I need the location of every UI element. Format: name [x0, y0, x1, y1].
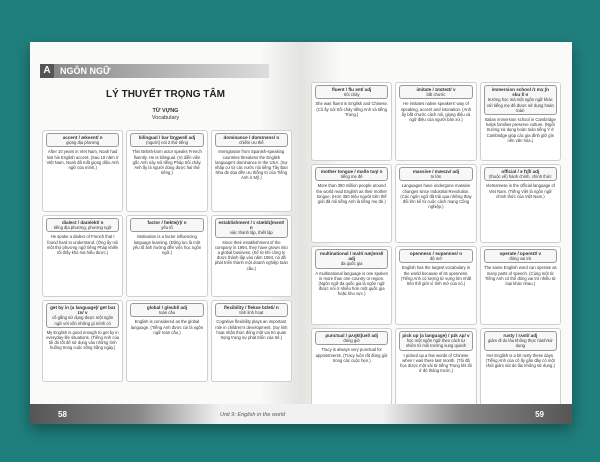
vocab-meaning: (người) nói 2 thứ tiếng — [146, 140, 188, 146]
vocab-example: He imitates native speakers' way of speaking, accent and intonation. (Anh ấy bắt chước cách nói, giọng điệu và ngữ điệu của người bản xứ.) — [400, 101, 472, 123]
vocab-example: I picked up a few words of Chinese when I was there last month. (Tôi đã học được một vài từ tiếng Trung khi tôi ở đó tháng trước.) — [400, 352, 472, 374]
section-header — [40, 64, 269, 78]
vocab-term-box — [46, 133, 119, 147]
vocab-card — [42, 300, 123, 382]
vocab-card — [395, 246, 476, 325]
vocab-example: Vietnamese is the official language of Viet Nam. (Tiếng Việt là ngôn ngữ chính thức của Việt Nam.) — [485, 183, 555, 199]
vocab-card — [311, 328, 392, 407]
vocab-meaning: trôi chảy — [343, 92, 360, 98]
vocab-meaning: giọng địa phương — [66, 140, 100, 146]
vocab-term-box — [484, 167, 557, 181]
vocab-term: establishment / ɪ stæblɪʃmənt/ n — [218, 220, 285, 231]
vocab-meaning: độ mở — [429, 256, 443, 262]
vocab-example: Motivation is a factor influencing language learning. (Động lực là một yếu tố ảnh hưởng đến việc học ngôn ngữ.) — [132, 234, 202, 256]
vocab-term: imitate / ɪmɪteɪt/ v — [416, 87, 456, 92]
vocab-meaning: đúng giờ — [343, 338, 360, 344]
vocab-term: accent / æksent/ n — [62, 135, 103, 140]
vocab-card — [126, 130, 207, 212]
section-title: NGÔN NGỮ — [54, 64, 269, 78]
vocab-term: immersion school /ɪ mɜːʃn skuːl/ n — [491, 87, 549, 98]
vocab-meaning: cố gắng sử dụng được một ngôn ngữ với vốn những gì mình có — [52, 315, 114, 326]
vocab-term: operate / ɒpəreɪt/ v — [499, 251, 542, 256]
vocab-term-box — [130, 133, 203, 147]
vocab-term-box — [484, 331, 557, 351]
vocab-heading-block — [30, 108, 301, 122]
vocab-card — [211, 215, 292, 297]
vocab-term-box — [399, 167, 472, 181]
vocab-example: More than 350 million people around the world read English as their mother tongue. (Hơn 350 triệu người trên thế giới đã nói tiếng Anh là tiếng mẹ đẻ.) — [316, 183, 387, 205]
vocab-term: flexibility / fleksə bɪləti/ n — [223, 305, 279, 310]
vocab-example: This British-born actor speaks French fluently. He is bilingual. (Vị diễn viên gốc Anh này nói tiếng Pháp trôi chảy. Anh ấy là người dùng được hai thứ tiếng.) — [132, 149, 202, 176]
vocab-meaning: bắt chước — [426, 92, 446, 98]
vocab-card — [395, 82, 476, 161]
vocab-subheading: Vocabulary — [151, 115, 180, 121]
vocab-term-box — [484, 249, 557, 263]
vocab-term: official / ə fɪʃl/ adj — [501, 169, 540, 174]
vocab-term: fluent / flu ənt/ adj — [332, 87, 372, 92]
vocab-example: Italian immersion school in Cambridge helps families preserve culture. (Ngôi trường sử dụng hoàn toàn tiếng Ý ở Cambridge giúp các gia đình giữ gìn nền văn hóa.) — [484, 117, 556, 143]
vocab-meaning: (thuộc về) hành chính, chính thức — [489, 174, 552, 180]
vocab-term: dialect / daɪəlekt/ n — [61, 220, 104, 225]
vocab-example: Cognitive flexibility plays an important role in children's development. (Sự linh hoạt nhận thức đóng một vai trò quan trọng trong sự phát triển của trẻ.) — [215, 319, 288, 341]
section-letter: A — [40, 64, 54, 78]
vocab-term: mother tongue / mʌðə tʌŋ/ n — [320, 169, 383, 174]
vocab-card — [311, 82, 392, 161]
vocab-term: openness / əʊpənnəs/ n — [409, 251, 463, 256]
vocab-term: massive / mæsɪv/ adj — [412, 169, 460, 174]
vocab-meaning: học một ngôn ngữ theo cách tự nhiên từ môi trường xung quanh — [405, 338, 467, 349]
vocab-example: Languages have undergone massive changes since Industrial Revolution. (Các ngôn ngữ đã trải qua những thay đổi lớn kể từ cuộc cách mạng Công nghiệp.) — [400, 183, 472, 210]
vocab-meaning: tiếng mẹ đẻ — [340, 174, 363, 180]
right-page — [301, 42, 572, 424]
vocab-card — [480, 246, 561, 325]
vocab-card — [211, 300, 292, 382]
vocab-example: After 10 years in Viet Nam, Noah had lost his English accent. (Sau 10 năm ở Việt Nam, Noah đã mất giọng điệu Anh ngữ của mình.) — [46, 149, 119, 171]
vocab-grid-right — [311, 82, 561, 407]
vocab-example: Tracy is always very punctual for appointments. (Tracy luôn rất đúng giờ trong các cuộc hẹn.) — [315, 347, 388, 363]
vocab-heading: TỪ VỰNG — [152, 108, 179, 114]
vocab-term-box — [315, 249, 388, 269]
left-page — [30, 42, 301, 424]
vocab-term-box — [399, 249, 472, 263]
unit-title: Unit 9: English in the world — [220, 412, 286, 418]
vocab-term-box — [130, 218, 203, 232]
vocab-example: English is considered as the global language. (Tiếng Anh được coi là ngôn ngữ toàn cầu.) — [130, 319, 204, 335]
vocab-example: He spoke a dialect of French that I found hard to understand. (Ông ấy nói một thứ phương ngữ tiếng Pháp khiến tôi thấy khó mà hiểu được.) — [46, 234, 119, 256]
vocab-term-box — [215, 218, 288, 238]
vocab-example: She was fluent in English and Chinese. (Cô ấy nói trôi chảy tiếng Anh và tiếng Trung.) — [315, 101, 388, 117]
page-footer — [301, 404, 572, 424]
vocab-term: rusty / rʌsti/ adj — [503, 333, 538, 338]
vocab-term-box — [215, 303, 288, 317]
vocab-term-box — [399, 331, 472, 351]
vocab-example: Her English is a bit rusty these days. (Tiếng Anh của cô ấy gần đây có một chút giảm sút do lâu không sử dụng.) — [485, 352, 555, 369]
page-number: 58 — [58, 410, 67, 419]
vocab-term: multinational / mʌlti næʃənəl/ adj — [320, 251, 384, 262]
vocab-term-box — [484, 85, 557, 115]
vocab-card — [480, 164, 561, 243]
vocab-meaning: chiếm ưu thế — [239, 140, 264, 146]
vocab-term-box — [315, 167, 388, 181]
vocab-example: The same English word can operate as many parts of speech. (Cùng một từ Tiếng Anh có thể đóng vai trò nhiều từ loại khác nhau.) — [484, 265, 557, 287]
vocab-meaning: tiếng địa phương, phương ngữ — [53, 225, 112, 231]
vocab-card — [126, 300, 207, 382]
vocab-meaning: việc thành lập, thiết lập — [229, 230, 273, 236]
vocab-meaning: đa quốc gia — [340, 261, 363, 267]
vocab-card — [42, 130, 123, 212]
vocab-term: punctual / pʌŋktʃuəl/ adj — [325, 333, 378, 338]
vocab-meaning: toàn cầu — [158, 310, 176, 316]
page-number: 59 — [535, 410, 544, 419]
vocab-example: My English is good enough to get by in everyday-life situations. (Tiếng Anh của tôi đủ tốt để sử dụng vào những tình huống trong cuộc sống hằng ngày.) — [46, 329, 120, 351]
vocab-meaning: tính linh hoạt — [239, 310, 264, 316]
vocab-card — [311, 164, 392, 243]
vocab-term: get by in (a language)/ get baɪ ɪn/ v — [50, 305, 116, 316]
open-book — [30, 42, 572, 424]
vocab-card — [395, 328, 476, 407]
vocab-term-box — [315, 85, 388, 99]
vocab-example: Since their establishment of the company in 1994, they have grown into a global business. (Kể từ khi công ty được thành lập vào năm 1994, nó đã phát triển thành một doanh nghiệp toàn cầu.) — [214, 239, 288, 271]
vocab-term: global / ɡləʊbl/ adj — [146, 305, 188, 310]
vocab-card — [311, 246, 392, 325]
vocab-term: bilingual / bar lɪŋgwəl/ adj — [138, 135, 196, 140]
vocab-meaning: to lớn — [430, 174, 442, 180]
vocab-meaning: đóng vai trò — [509, 256, 532, 262]
vocab-grid-left — [42, 130, 292, 382]
vocab-card — [211, 130, 292, 212]
vocab-meaning: yếu tố — [161, 225, 173, 231]
page-footer — [30, 404, 301, 424]
vocab-example: Immigration from Spanish-speaking countries threatens the English language's dominance in the USA. (Sự nhập cư từ các nước nói tiếng Tây Ban Nha đe dọa đến ưu thống trị của Tiếng Anh ở Mỹ.) — [214, 149, 288, 181]
vocab-card — [480, 82, 561, 161]
vocab-meaning: trường học mà một ngôn ngữ khác với tiếng mẹ đẻ được sử dụng hoàn toàn — [486, 97, 554, 113]
vocab-example: English has the largest vocabulary in the world because of its openness. (Tiếng Anh có lượng từ vựng lớn nhất trên thế giới vì tính mở của nó.) — [400, 265, 472, 287]
vocab-term: pick up (a language) / pɪk ʌp/ v — [402, 333, 470, 338]
vocab-card — [480, 328, 561, 407]
vocab-example: A multinational language is one spoken in more than one country or region. (Ngôn ngữ đa quốc gia là ngôn ngữ được nói ở nhiều hơn một quốc gia hoặc khu vực.) — [315, 270, 388, 297]
vocab-term: dominance / dɒmɪnəns/ n — [223, 135, 280, 140]
vocab-term-box — [399, 85, 472, 99]
vocab-term-box — [315, 331, 388, 345]
vocab-card — [126, 215, 207, 297]
vocab-meaning: giảm đi do lâu không thực hành/sử dụng — [487, 338, 553, 349]
vocab-term-box — [130, 303, 203, 317]
vocab-term-box — [215, 133, 288, 147]
vocab-term-box — [46, 218, 119, 232]
vocab-card — [395, 164, 476, 243]
vocab-term-box — [46, 303, 119, 328]
vocab-term: factor / fæktə(r)/ n — [147, 220, 187, 225]
theory-title: LÝ THUYẾT TRỌNG TÂM — [106, 89, 225, 100]
vocab-card — [42, 215, 123, 297]
